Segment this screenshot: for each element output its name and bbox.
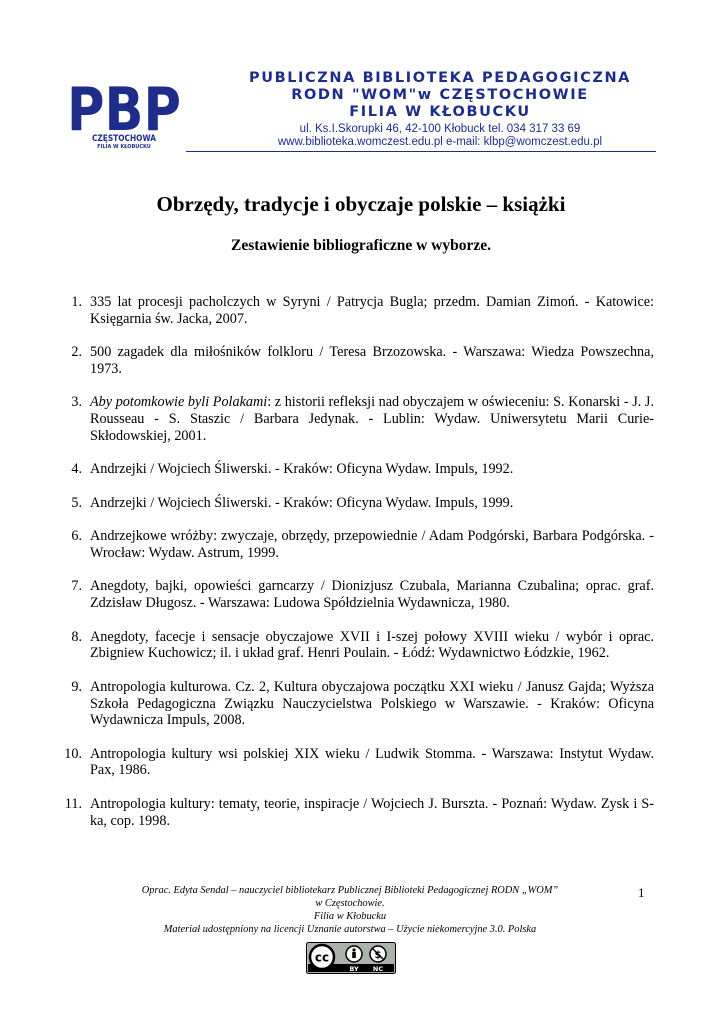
- page-title: Obrzędy, tradycje i obyczaje polskie – książki: [156, 192, 566, 216]
- library-contact: [250, 123, 630, 149]
- bibliography-entry: [56, 528, 654, 562]
- entry-number: 11.: [64, 795, 82, 812]
- entry-number: 1.: [71, 294, 82, 310]
- bibliography-entry: [56, 679, 654, 729]
- entry-number: 2.: [71, 344, 82, 361]
- entry-text: Andrzejki / Wojciech Śliwerski. - Kraków: Oficyna Wydaw. Impuls, 1999.: [90, 494, 514, 511]
- footer: [100, 884, 600, 936]
- entry-number: 7.: [71, 578, 82, 595]
- bibliography-entry: [56, 344, 654, 378]
- footer-line: Filia w Kłobucku: [313, 911, 387, 922]
- footer-line: Materiał udostępniony na licencji Uznanie autorstwa – Użycie niekomercyjne 3.0. Polska: [163, 924, 537, 935]
- entry-text: Antropologia kultury wsi polskiej XIX wieku / Ludwik Stomma. - Warszawa: Instytut Wydaw. Pax, 1986.: [90, 745, 654, 779]
- logo-branch: FILIA W KŁOBUCKU: [97, 144, 151, 150]
- library-name: [240, 70, 640, 121]
- page-subtitle: Zestawienie bibliograficzne w wyborze.: [230, 237, 491, 254]
- entry-number: 4.: [71, 461, 82, 478]
- bibliography-entry: [56, 294, 654, 328]
- bibliography-entry: [56, 461, 654, 478]
- cc-license-badge[interactable]: [306, 942, 396, 974]
- cc-nc-label: NC: [372, 964, 384, 973]
- cc-by-label: BY: [349, 964, 359, 973]
- bibliography-entry: [56, 578, 654, 612]
- entry-number: 10.: [64, 745, 82, 762]
- footer-line: w Częstochowie.: [315, 898, 385, 909]
- library-web: www.biblioteka.womczest.edu.pl e-mail: klbp@womczest.edu.pl: [277, 136, 603, 148]
- library-name-line: PUBLICZNA BIBLIOTEKA PEDAGOGICZNA: [248, 70, 632, 86]
- library-address: ul. Ks.I.Skorupki 46, 42-100 Kłobuck tel. 034 317 33 69: [299, 123, 581, 135]
- logo-text: PBP: [67, 75, 181, 145]
- entry-text: Anegdoty, bajki, opowieści garncarzy / Dionizjusz Czubala, Marianna Czubalina; oprac. graf. Zdzisław Długosz. - Warszawa: Ludowa Spółdzielnia Wydawnicza, 1980.: [90, 578, 654, 612]
- page-number: 1: [638, 885, 645, 900]
- entry-text: Antropologia kulturowa. Cz. 2, Kultura obyczajowa początku XXI wieku / Janusz Gajda; Wyższa Szkoła Pedagogiczna Związku Nauczycielstwa Polskiego w Warszawie. - Kraków: Oficyna Wydawnicza Impuls, 2008.: [90, 678, 654, 729]
- pbp-logo: [64, 72, 184, 152]
- footer-line: Oprac. Edyta Sendal – nauczyciel bibliotekarz Publicznej Biblioteki Pedagogicznej RODN „WOM”: [141, 885, 559, 896]
- header-divider: [186, 151, 656, 152]
- bibliography-entry: [56, 796, 654, 830]
- entry-text: Anegdoty, facecje i sensacje obyczajowe XVII i I-szej połowy XVIII wieku / wybór i oprac. Zbigniew Kuchowicz; il. i układ graf. Henri Poulain. - Łódź: Wydawnictwo Łódzkie, 1962.: [90, 628, 654, 662]
- entry-number: 5.: [71, 494, 82, 511]
- entry-text: Andrzejkowe wróżby: zwyczaje, obrzędy, przepowiednie / Adam Podgórski, Barbara Podgórska. - Wrocław: Wydaw. Astrum, 1999.: [90, 528, 654, 561]
- entry-number: 8.: [71, 628, 82, 645]
- library-name-line: RODN "WOM"w CZĘSTOCHOWIE: [291, 87, 589, 103]
- bibliography-entry: [56, 394, 654, 444]
- bibliography-entry: [56, 746, 654, 780]
- entry-number: 3.: [71, 394, 82, 411]
- logo-city: CZĘSTOCHOWA: [92, 134, 157, 144]
- svg-text:$: $: [374, 950, 382, 961]
- cc-icon: cc: [314, 950, 330, 965]
- bibliography-list: [56, 294, 654, 846]
- entry-text: 335 lat procesji pacholczych w Syryni / Patrycja Bugla; przedm. Damian Zimoń. - Katowice: Księgarnia św. Jacka, 2007.: [90, 294, 654, 327]
- entry-text: 500 zagadek dla miłośników folkloru / Teresa Brzozowska. - Warszawa: Wiedza Powszechna, 1973.: [90, 344, 654, 377]
- entry-text: : z historii refleksji nad obyczajem w oświeceniu: S. Konarski - J. J. Rousseau - S. Staszic / Barbara Jedynak. - Lublin: Wydaw. Uniwersytetu Marii Curie-Skłodowskiej, 2001.: [90, 394, 654, 444]
- entry-title-italic: Aby potomkowie byli Polakami: [90, 394, 268, 411]
- bibliography-entry: [56, 495, 654, 512]
- entry-text: Antropologia kultury: tematy, teorie, inspiracje / Wojciech J. Burszta. - Poznań: Wydaw. Zysk i S-ka, cop. 1998.: [90, 795, 654, 829]
- entry-number: 6.: [71, 528, 82, 545]
- entry-text: Andrzejki / Wojciech Śliwerski. - Kraków: Oficyna Wydaw. Impuls, 1992.: [90, 461, 514, 478]
- library-name-line: FILIA W KŁOBUCKU: [349, 104, 531, 120]
- entry-number: 9.: [71, 678, 82, 695]
- bibliography-entry: [56, 629, 654, 663]
